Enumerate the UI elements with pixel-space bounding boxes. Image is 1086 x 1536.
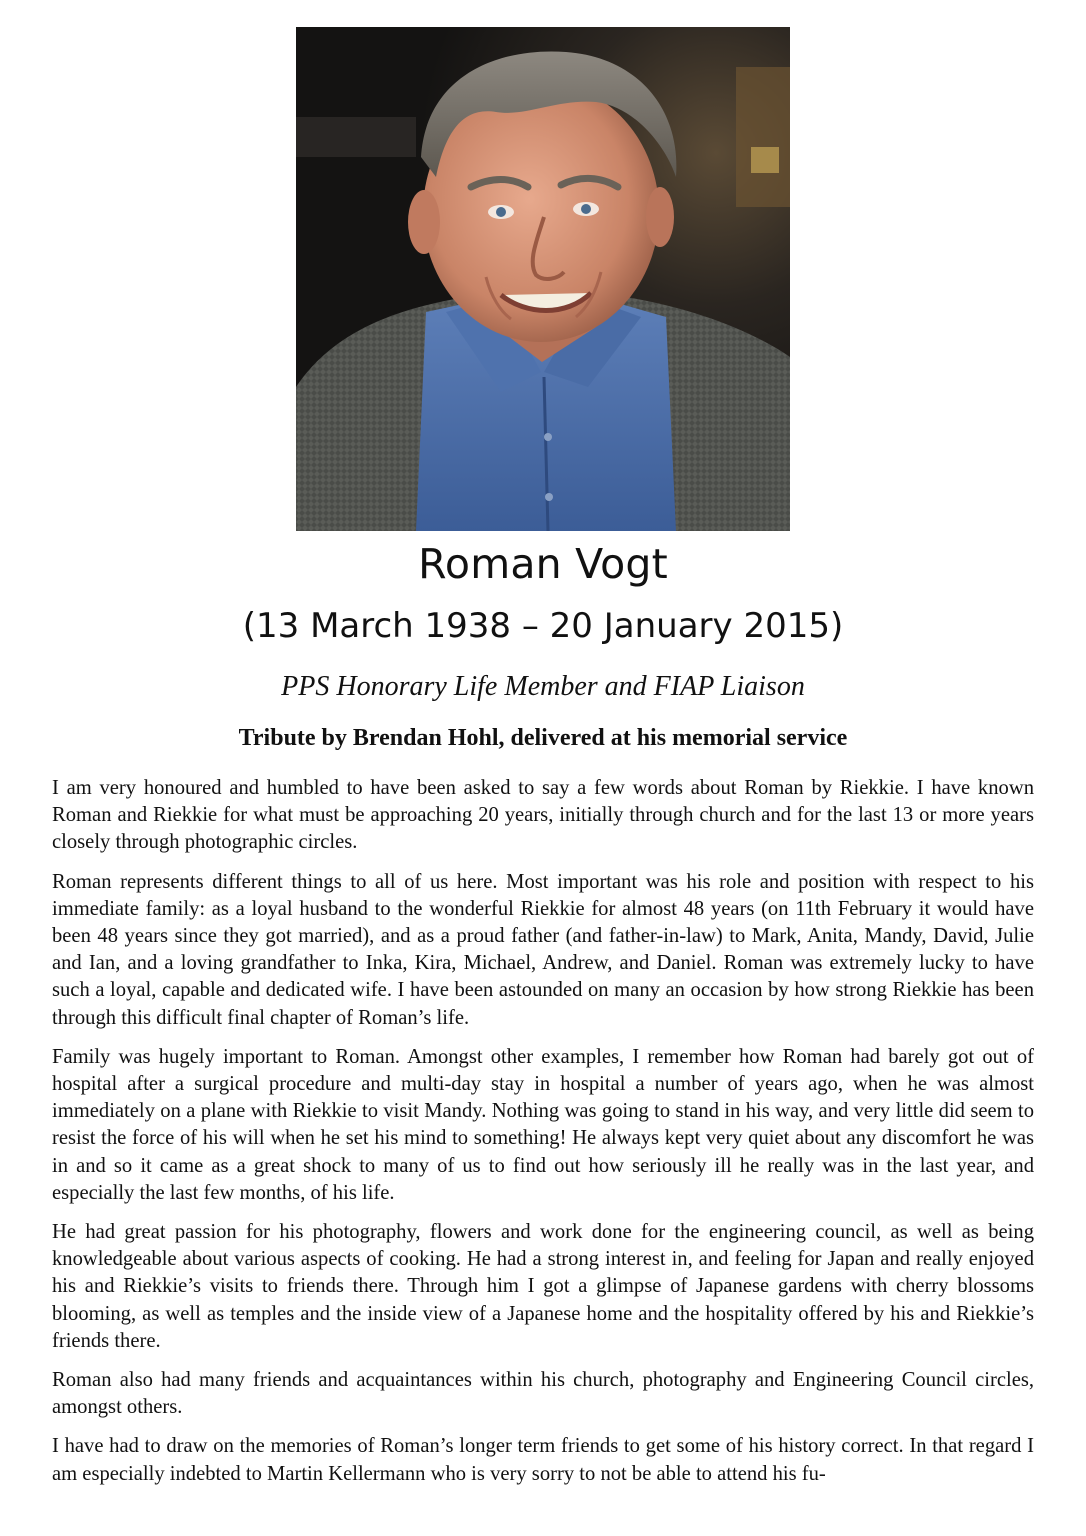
tribute-byline: Tribute by Brendan Hohl, delivered at his memorial service — [238, 725, 848, 751]
member-role: PPS Honorary Life Member and FIAP Liaison — [281, 671, 805, 702]
portrait-illustration — [296, 27, 790, 531]
paragraph: I have had to draw on the memories of Roman’s longer term friends to get some of his history correct. In that regard I am especially indebted to Martin Kellermann who is very sorry to not be able to attend his fu- — [52, 1435, 1034, 1485]
paragraph: I am very honoured and humbled to have been asked to say a few words about Roman by Riekkie. I have known Roman and Riekkie for what must be approaching 20 years, initially through church and for the last 13 or more years closely through photographic circles. — [52, 777, 1034, 854]
paragraph: He had great passion for his photography, flowers and work done for the engineering council, as well as being knowledgeable about various aspects of cooking. He had a strong interest in, and feeling for Japan and really enjoyed his and Riekkie’s visits to friends there. Through him I got a glimpse of Japanese gardens with cherry blossoms blooming, as well as temples and the inside view of a Japanese home and the hospitality offered by his and Riekkie’s friends there. — [52, 1221, 1034, 1352]
person-name: Roman Vogt — [418, 540, 668, 588]
paragraph: Family was hugely important to Roman. Amongst other examples, I remember how Roman had barely got out of hospital after a surgical procedure and multi-day stay in hospital a number of years ago, when he was almost immediately on a plane with Riekkie to visit Mandy. Nothing was going to stand in his way, and very little did seem to resist the force of his will when he set his mind to something! He always kept very quiet about any discomfort he was in and so it came as a great shock to many of us to find out how seriously ill he really was in the last year, and especially the last few months, of his life. — [52, 1045, 1034, 1204]
tribute-body — [52, 775, 1034, 1500]
life-dates: (13 March 1938 – 20 January 2015) — [242, 606, 844, 646]
paragraph: Roman also had many friends and acquaintances within his church, photography and Engineering Council circles, amongst others. — [52, 1369, 1034, 1419]
portrait-photo — [296, 27, 790, 531]
paragraph: Roman represents different things to all of us here. Most important was his role and position with respect to his immediate family: as a loyal husband to the wonderful Riekkie for almost 48 years (on 11th February it would have been 48 years since they got married), and as a proud father (and father-in-law) to Mark, Anita, Mandy, David, Julie and Ian, and a loving grandfather to Inka, Kira, Michael, Andrew, and Daniel. Roman was extremely lucky to have such a loyal, capable and dedicated wife. I have been astounded on many an occasion by how strong Riekkie has been through this difficult final chapter of Roman’s life. — [52, 870, 1034, 1029]
